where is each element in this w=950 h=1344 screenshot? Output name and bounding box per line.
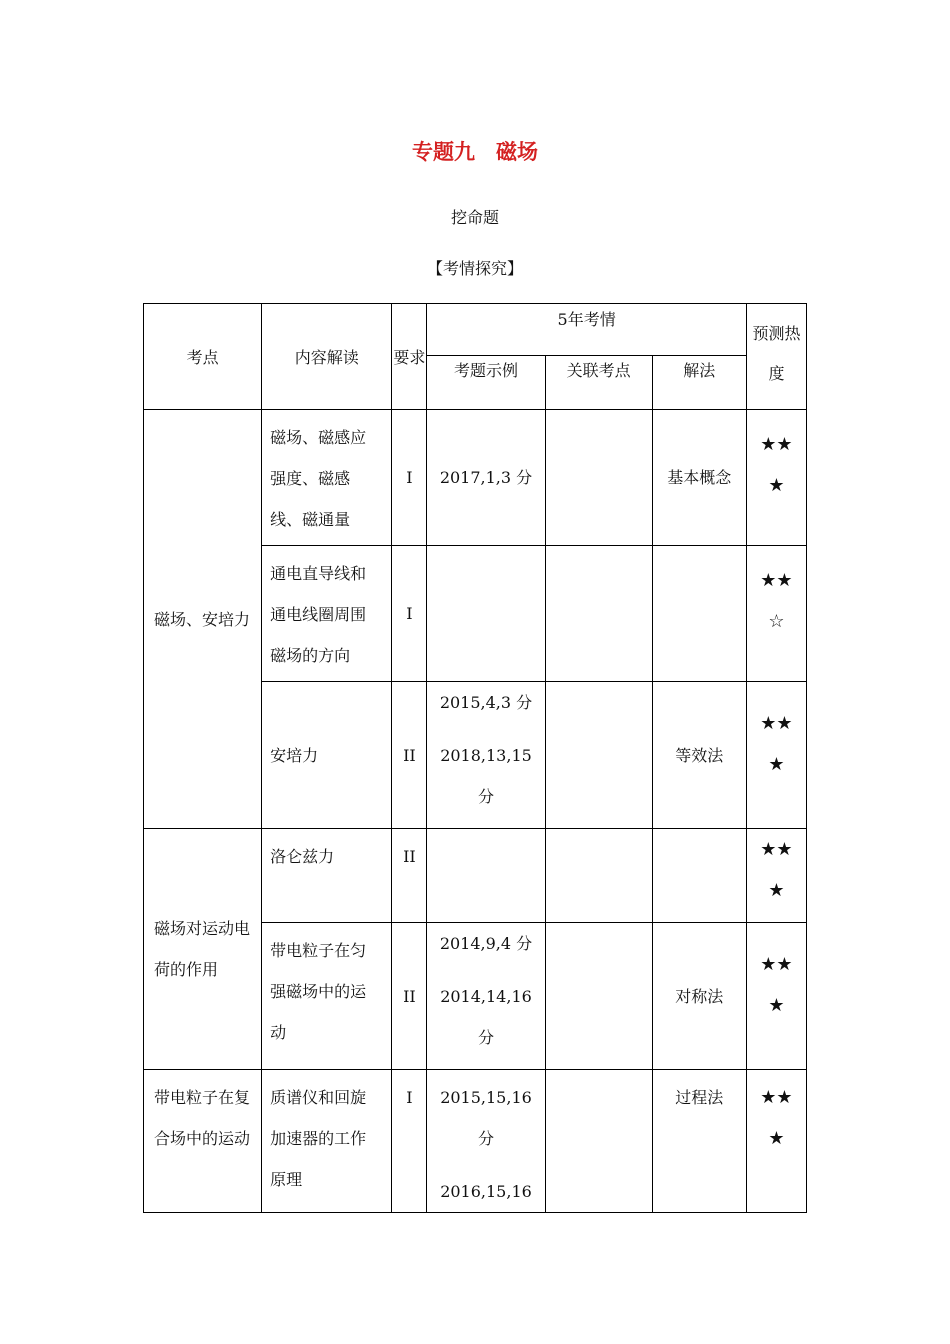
header-heat	[746, 304, 806, 410]
group-magnetic-ampere: 磁场、安培力	[144, 410, 262, 829]
related-cell	[545, 546, 652, 682]
header-related: 关联考点	[545, 356, 652, 410]
example-cell: 2015,15,16 分 2016,15,16	[427, 1070, 545, 1213]
header-row	[144, 304, 807, 356]
heat-stars: ★★ ★	[746, 1070, 806, 1213]
related-cell	[545, 682, 652, 829]
example-cell: 2015,4,3 分 2018,13,15 分	[427, 682, 545, 829]
header-content: 内容解读	[262, 304, 392, 410]
method-cell	[652, 829, 746, 923]
subtitle: 挖命题	[450, 208, 499, 227]
table-row	[144, 1070, 807, 1213]
requirement-cell: I	[392, 1070, 427, 1213]
header-method: 解法	[652, 356, 746, 410]
requirement-cell: II	[392, 682, 427, 829]
header-example: 考题示例	[427, 356, 545, 410]
requirement-cell: II	[392, 923, 427, 1070]
requirement-cell: I	[392, 410, 427, 546]
content-cell: 质谱仪和回旋 加速器的工作 原理	[262, 1070, 392, 1213]
content-cell: 通电直导线和 通电线圈周围 磁场的方向	[262, 546, 392, 682]
method-cell: 等效法	[652, 682, 746, 829]
method-cell	[652, 546, 746, 682]
related-cell	[545, 1070, 652, 1213]
group-compound-field: 带电粒子在复 合场中的运动	[144, 1070, 262, 1213]
related-cell	[545, 923, 652, 1070]
document-title: 专题九 磁场	[412, 140, 538, 164]
example-cell: 2014,9,4 分 2014,14,16 分	[427, 923, 545, 1070]
related-cell	[545, 829, 652, 923]
content-cell: 安培力	[262, 682, 392, 829]
example-cell	[427, 546, 545, 682]
content-cell: 磁场、磁感应 强度、磁感 线、磁通量	[262, 410, 392, 546]
section-heading: 【考情探究】	[426, 259, 523, 278]
header-heat-line1: 预测热	[752, 324, 801, 343]
example-cell	[427, 829, 545, 923]
heat-stars: ★★ ★	[746, 682, 806, 829]
method-cell: 对称法	[652, 923, 746, 1070]
example-cell: 2017,1,3 分	[427, 410, 545, 546]
exam-analysis-table	[143, 303, 807, 1213]
content-cell: 带电粒子在匀 强磁场中的运 动	[262, 923, 392, 1070]
requirement-cell: I	[392, 546, 427, 682]
header-requirement: 要求	[392, 304, 427, 410]
group-moving-charge: 磁场对运动电 荷的作用	[144, 829, 262, 1070]
heat-stars: ★★ ★	[746, 410, 806, 546]
method-cell: 过程法	[652, 1070, 746, 1213]
heat-stars: ★★ ☆	[746, 546, 806, 682]
content-cell: 洛仑兹力	[262, 829, 392, 923]
heat-stars: ★★ ★	[746, 829, 806, 923]
header-heat-line2: 度	[768, 364, 785, 383]
requirement-cell: II	[392, 829, 427, 923]
related-cell	[545, 410, 652, 546]
table-row	[144, 829, 807, 923]
method-cell: 基本概念	[652, 410, 746, 546]
header-five-year: 5年考情	[427, 304, 746, 356]
header-point: 考点	[144, 304, 262, 410]
heat-stars: ★★ ★	[746, 923, 806, 1070]
table-row	[144, 410, 807, 546]
